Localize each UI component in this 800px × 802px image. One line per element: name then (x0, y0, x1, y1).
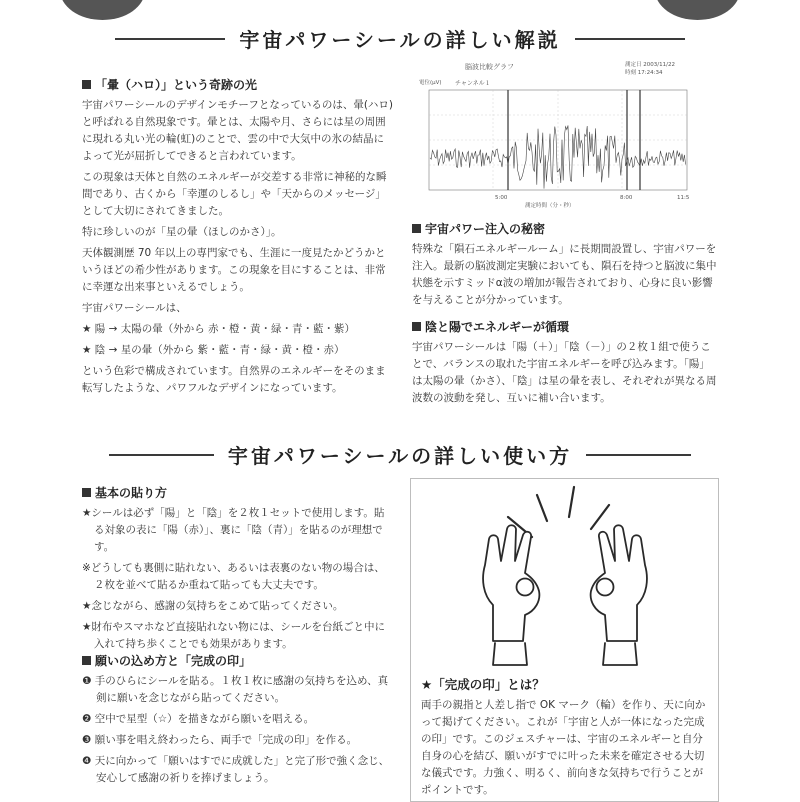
halo-block (82, 76, 394, 397)
heading-rule-left (115, 38, 225, 40)
graph-date: 測定日 2003/11/22 (625, 62, 675, 68)
graph-channel: チャンネル１ (455, 80, 491, 87)
halo-paragraph: 天体観測歴 70 年以上の専門家でも、生涯に一度見たかどうかというほどの希少性があります。この現象を目にすることは、非常に幸運な出来事といえるでしょう。 (82, 247, 386, 293)
yinyang-heading: 陰と陽でエネルギーが循環 (412, 318, 718, 336)
square-bullet-icon (82, 656, 91, 665)
finish-title: ★「完成の印」とは？ (421, 677, 545, 692)
section-title: 宇宙パワーシールの詳しい解説 (239, 28, 561, 52)
halo-heading: 「暈（ハロ）」という奇跡の光 (82, 76, 394, 94)
graph-title: 脳波比較グラフ (465, 63, 514, 71)
graph-tick: 8:00 (620, 195, 633, 201)
square-bullet-icon (412, 322, 421, 331)
basic-heading: 基本の貼り方 (82, 484, 394, 502)
basic-block (82, 484, 394, 657)
right-hand-icon (591, 525, 647, 665)
decorative-circle-left (60, 0, 145, 20)
wish-heading: 願いの込め方と「完成の印」 (82, 652, 394, 670)
section-heading-usage (0, 440, 800, 469)
section-heading-explanation (0, 24, 800, 53)
inject-text: 特殊な「隕石エネルギールーム」に長期間設置し、宇宙パワーを注入。最新の脳波測定実験においても、隕石を持つと脳波に集中状態を示すミッドα波の増加が報告されており、心身に良い影響を与えることが分かっています。 (412, 243, 717, 306)
basic-item: ★シールは必ず「陽」と「陰」を２枚１セットで使用します。貼る対象の表に「陽（赤）」、裏に「陰（青）」を貼るのが理想です。 (82, 507, 385, 553)
wish-step: ❶ 手のひらにシールを貼る。１枚１枚に感謝の気持ちを込め、真剣に願いを念じながら貼ってください。 (82, 675, 389, 704)
halo-item-star: ★ 陰 → 星の暈（外から 紫・藍・青・緑・黄・橙・赤） (82, 344, 345, 356)
halo-paragraph: 特に珍しいのが「星の暈（ほしのかさ）」。 (82, 226, 282, 238)
wish-block (82, 652, 394, 787)
ok-hands-illustration (411, 479, 718, 669)
halo-paragraph: 宇宙パワーシールのデザインモチーフとなっているのは、暈(ハロ)と呼ばれる自然現象です。暈とは、太陽や月、さらには星の周囲に現れる丸い光の輪(虹)のことで、雲の中で大気中の氷の結晶によって光が屈折してできると言われています。 (82, 99, 394, 162)
heading-rule-right (586, 454, 691, 456)
left-hand-icon (483, 525, 539, 665)
square-bullet-icon (82, 80, 91, 89)
square-bullet-icon (82, 488, 91, 497)
halo-paragraph: この現象は天体と自然のエネルギーが交差する非常に神秘的な瞬間であり、古くから「幸運のしるし」や「天からのメッセージ」として大切にされてきました。 (82, 171, 387, 217)
wish-step: ❷ 空中で星型（☆）を描きながら願いを唱える。 (82, 713, 315, 725)
wish-step: ❹ 天に向かって「願いはすでに成就した」と完了形で強く念じ、安心して感謝の祈りを捧げましょう。 (82, 755, 390, 784)
basic-item: ※どうしても裏側に貼れない、あるいは表裏のない物の場合は、２枚を並べて貼るか重ねて貼っても大丈夫です。 (82, 562, 385, 591)
halo-closing: という色彩で構成されています。自然界のエネルギーをそのまま転写したような、パワフルなデザインになっています。 (82, 365, 386, 394)
finish-explain-box (410, 478, 719, 802)
heading-rule-left (109, 454, 214, 456)
square-bullet-icon (412, 224, 421, 233)
wish-step: ❸ 願い事を唱え終わったら、両手で「完成の印」を作る。 (82, 734, 358, 746)
eeg-graph (415, 58, 693, 208)
inject-block (412, 220, 718, 309)
graph-time: 時刻 17:24:34 (625, 70, 663, 76)
yinyang-block (412, 318, 718, 407)
graph-tick: 5:00 (495, 195, 508, 201)
halo-paragraph: 宇宙パワーシールは、 (82, 302, 187, 314)
finish-text: 両手の親指と人差し指で OK マーク（輪）を作り、天に向かって掲げてください。これが「宇宙と人が一体になった完成の印」です。このジェスチャーは、宇宙のエネルギーと自分自身の心を結び、願いがすでに叶った未来を確定させる大切な儀式です。力強く、明るく、前向きな気持ちで行うことがポイントです。 (421, 699, 706, 796)
halo-item-sun: ★ 陽 → 太陽の暈（外から 赤・橙・黄・緑・青・藍・紫） (82, 323, 356, 335)
graph-xaxis-label: 測定時間（分・秒） (525, 203, 575, 208)
graph-yaxis-label: 電位(µV) (419, 80, 442, 86)
basic-item: ★財布やスマホなど直接貼れない物には、シールを台紙ごと中に入れて持ち歩くことでも効果があります。 (82, 621, 385, 650)
basic-item: ★念じながら、感謝の気持ちをこめて貼ってください。 (82, 600, 344, 612)
heading-rule-right (575, 38, 685, 40)
decorative-circle-right (655, 0, 740, 20)
yinyang-text: 宇宙パワーシールは「陽（＋）」「陰（－）」の２枚１組で使うことで、バランスの取れた宇宙エネルギーを呼び込みます。「陽」は太陽の暈（かさ）、「陰」は星の暈を表し、それぞれが異なる周波数の波動を発し、互いに補い合います。 (412, 341, 717, 404)
section-title: 宇宙パワーシールの詳しい使い方 (227, 444, 573, 468)
inject-heading: 宇宙パワー注入の秘密 (412, 220, 718, 238)
graph-tick: 11:5 (677, 195, 690, 201)
